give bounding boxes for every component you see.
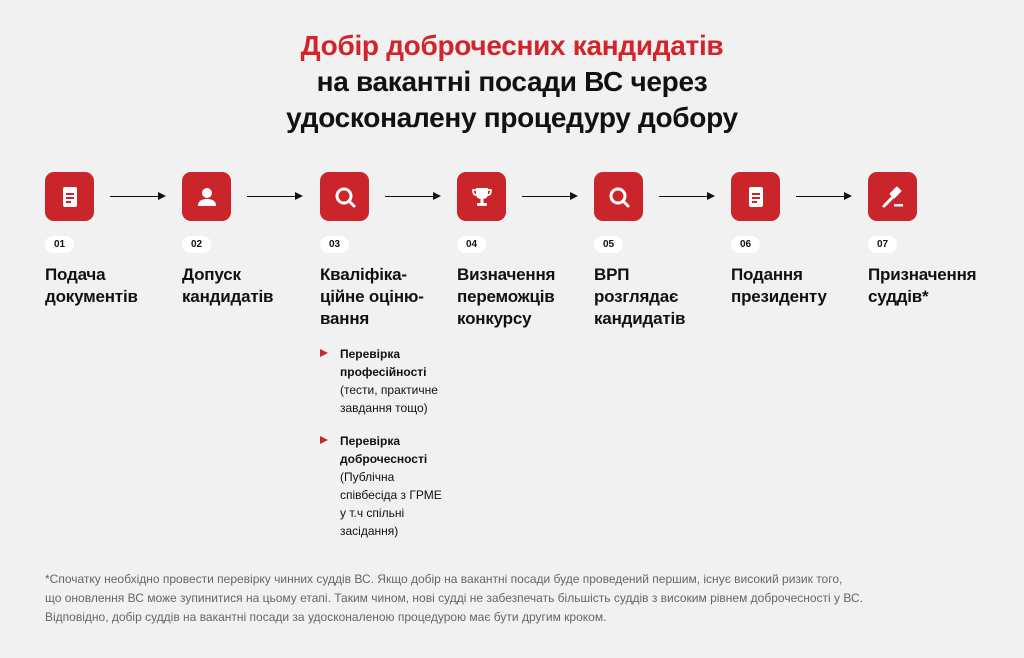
step-label: Призначення суддів* bbox=[868, 265, 977, 306]
substep-integrity: Перевірка доброчесності (Публічна співбесіда з ГРМЕ у т.ч спільні засідання) bbox=[320, 432, 470, 540]
step-label: ВРП розглядає кандидатів bbox=[594, 265, 686, 328]
page-title bbox=[0, 28, 1024, 136]
document-icon bbox=[45, 172, 94, 221]
gavel-icon bbox=[868, 172, 917, 221]
step-label: Подання президенту bbox=[731, 265, 827, 306]
arrow-4-5 bbox=[522, 196, 576, 197]
substep-professionalism: Перевірка професійності (тести, практичне завдання тощо) bbox=[320, 345, 470, 417]
person-icon bbox=[182, 172, 231, 221]
step-number: 05 bbox=[594, 236, 623, 253]
step-label: Кваліфіка- ційне оціню- вання bbox=[320, 265, 424, 328]
footnote: *Спочатку необхідно провести перевірку чинних суддів ВС. Якщо добір на вакантні посади буде проведений першим, існує високий ризик того, що оновлення ВС може зупинитися на цьому етапі. Таким чином, нові судді не забезпечать більшість суддів з високим рівнем доброчесності у ВС. Відповідно, добір суддів на вакантні посади за удосконаленою процедурою має бути другим кроком. bbox=[45, 572, 863, 624]
title-line-2: на вакантні посади ВС через bbox=[316, 66, 708, 97]
magnifier-icon bbox=[594, 172, 643, 221]
arrow-1-2 bbox=[110, 196, 164, 197]
triangle-bullet-icon bbox=[320, 436, 328, 444]
step-number: 04 bbox=[457, 236, 486, 253]
document-icon bbox=[731, 172, 780, 221]
step-number: 07 bbox=[868, 236, 897, 253]
step-number: 02 bbox=[182, 236, 211, 253]
step-label: Допуск кандидатів bbox=[182, 265, 274, 306]
title-line-3: удосконалену процедуру добору bbox=[286, 102, 738, 133]
triangle-bullet-icon bbox=[320, 349, 328, 357]
title-line-1: Добір доброчесних кандидатів bbox=[300, 30, 724, 61]
arrow-3-4 bbox=[385, 196, 439, 197]
step-7 bbox=[868, 172, 1008, 306]
step-label: Подача документів bbox=[45, 265, 138, 306]
arrow-2-3 bbox=[247, 196, 301, 197]
step-number: 06 bbox=[731, 236, 760, 253]
trophy-icon bbox=[457, 172, 506, 221]
arrow-6-7 bbox=[796, 196, 850, 197]
step-number: 03 bbox=[320, 236, 349, 253]
arrow-5-6 bbox=[659, 196, 713, 197]
step-number: 01 bbox=[45, 236, 74, 253]
step-label: Визначення переможців конкурсу bbox=[457, 265, 556, 328]
magnifier-icon bbox=[320, 172, 369, 221]
